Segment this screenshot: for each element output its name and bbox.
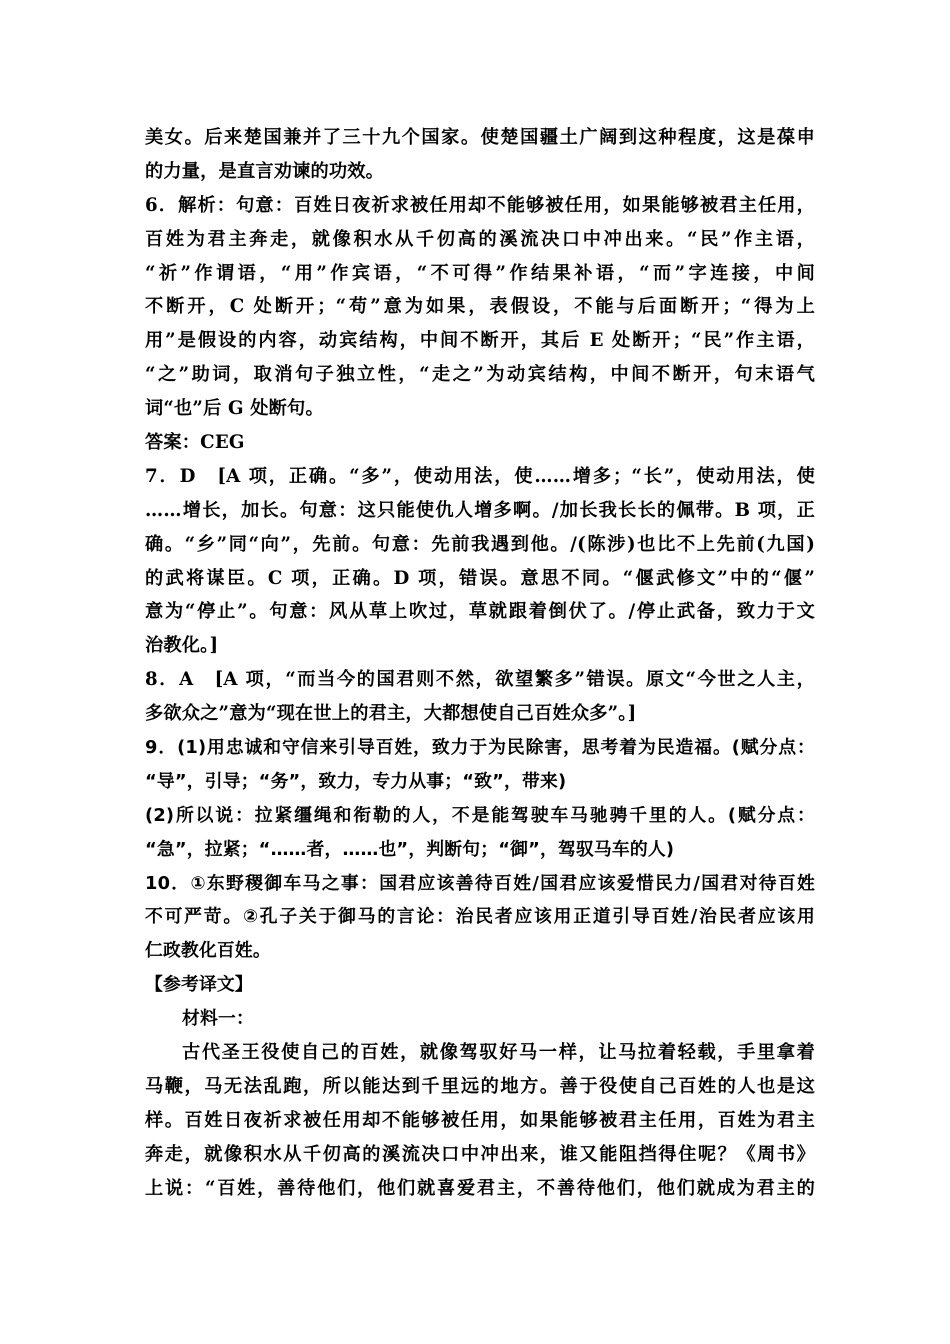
text-line: 词“也”后 G 处断句。	[145, 398, 324, 420]
text-line: “之”助词，取消句子独立性，“走之”为动宾结构，中间不断开，句末语气	[145, 364, 815, 386]
text-line: 马鞭，马无法乱跑，所以能达到千里远的地方。善于役使自己百姓的人也是这	[145, 1075, 815, 1097]
text-line: 上说：“百姓，善待他们，他们就喜爱君主，不善待他们，他们就成为君主的	[145, 1177, 815, 1199]
text-line: 8．A [A 项，“而当今的国君则不然，欲望繁多”错误。原文“今世之人主，	[145, 669, 815, 691]
text-line: 不断开，C 处断开；“苟”意为如果，表假设，不能与后面断开；“得为上	[145, 296, 815, 318]
text-line: 答案：CEG	[145, 432, 245, 454]
text-line: 多欲众之”意为“现在世上的君主，大都想使自己百姓众多”。]	[145, 703, 637, 725]
text-line: 样。百姓日夜祈求被任用却不能够被任用，如果能够被君主任用，百姓为君主	[145, 1109, 815, 1131]
text-line: 【参考译文】	[145, 974, 253, 996]
text-line: 10．①东野稷御车马之事：国君应该善待百姓/国君应该爱惜民力/国君对待百姓	[145, 872, 815, 894]
text-line: “祈”作谓语，“用”作宾语，“不可得”作结果补语，“而”字连接，中间	[145, 262, 815, 284]
document-page	[145, 121, 815, 1206]
text-line: 6．解析：句意：百姓日夜祈求被任用却不能够被任用，如果能够被君主任用，	[145, 194, 815, 216]
text-line: 不可严苛。②孔子关于御马的言论：治民者应该用正道引导百姓/治民者应该用	[145, 906, 815, 928]
text-line: 意为“停止”。句意：风从草上吹过，草就跟着倒伏了。/停止武备，致力于文	[145, 601, 815, 623]
text-line: (2)所以说：拉紧缰绳和衔勒的人，不是能驾驶车马驰骋千里的人。(赋分点：	[145, 804, 815, 826]
text-line: “急”，拉紧；“……者，……也”，判断句；“御”，驾驭马车的人)	[145, 838, 675, 860]
text-line: 材料一：	[182, 1008, 254, 1030]
text-line: 仁政教化百姓。	[145, 940, 271, 962]
text-line: ……增长，加长。句意：这只能使仇人增多啊。/加长我长长的佩带。B 项，正	[145, 499, 815, 521]
text-line: 百姓为君主奔走，就像积水从千仞高的溪流决口中冲出来。“民”作主语，	[145, 228, 815, 250]
text-line: 的力量，是直言劝谏的功效。	[145, 160, 385, 182]
text-line: 美女。后来楚国兼并了三十九个国家。使楚国疆土广阔到这种程度，这是葆申	[145, 127, 815, 148]
text-line: 奔走，就像积水从千仞高的溪流决口中冲出来，谁又能阻挡得住呢？《周书》	[145, 1143, 815, 1165]
text-line: 治教化。]	[145, 635, 219, 657]
text-line: 用”是假设的内容，动宾结构，中间不断开，其后 E 处断开；“民”作主语，	[145, 330, 815, 352]
text-line: 9．(1)用忠诚和守信来引导百姓，致力于为民除害，思考着为民造福。(赋分点：	[145, 737, 815, 759]
text-line: 7．D [A 项，正确。“多”，使动用法，使……增多；“长”，使动用法，使	[145, 465, 815, 487]
text-line: 确。“乡”同“向”，先前。句意：先前我遇到他。/(陈涉)也比不上先前(九国)	[145, 533, 815, 555]
text-line: 古代圣王役使自己的百姓，就像驾驭好马一样，让马拉着轻载，手里拿着	[182, 1042, 815, 1064]
text-line: “导”，引导；“务”，致力，专力从事；“致”，带来)	[145, 770, 567, 792]
text-line: 的武将谋臣。C 项，正确。D 项，错误。意思不同。“偃武修文”中的“偃”	[145, 567, 815, 589]
